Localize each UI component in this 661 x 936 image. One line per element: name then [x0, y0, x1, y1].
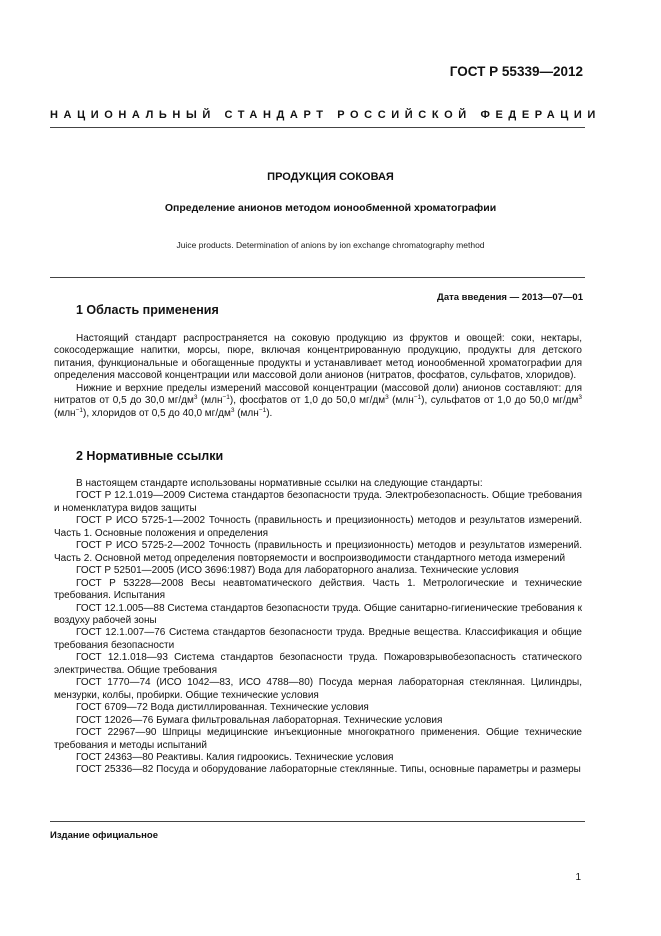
section-1-heading: 1 Область применения [76, 303, 219, 317]
limits-paragraph [54, 383, 582, 420]
header-divider [50, 127, 585, 128]
page-number: 1 [575, 872, 581, 883]
reference-item: ГОСТ 24363—80 Реактивы. Калия гидроокись. Технические условия [76, 751, 394, 763]
title-divider [50, 277, 585, 278]
limits-text: (млн [234, 407, 259, 419]
limits-text: ), фосфатов от 1,0 до 50,0 мг/дм [229, 395, 386, 407]
document-subtitle: Определение анионов методом ионообменной хроматографии [164, 202, 497, 214]
reference-item: ГОСТ 12.1.018—93 Система стандартов безопасности труда. Пожаровзрывобезопасность статического электричества. Общие требования [54, 652, 582, 676]
reference-item: ГОСТ Р 52501—2005 (ИСО 3696:1987) Вода для лабораторного анализа. Технические условия [76, 565, 519, 577]
limits-superscript: −1 [413, 394, 422, 402]
references-intro: В настоящем стандарте использованы нормативные ссылки на следующие стандарты: [76, 478, 483, 489]
national-standard-banner: НАЦИОНАЛЬНЫЙ СТАНДАРТ РОССИЙСКОЙ ФЕДЕРАЦИИ [50, 109, 601, 121]
reference-item: ГОСТ Р ИСО 5725-2—2002 Точность (правильность и прецизионность) методов и результатов измерений. Часть 2. Основной метод определения повторяемости и воспроизводимости стандартного метода измерений [54, 540, 582, 564]
limits-superscript: −1 [258, 406, 267, 414]
section-1-body [54, 333, 582, 420]
limits-text: (млн [54, 407, 76, 419]
limits-superscript: −1 [75, 406, 83, 414]
english-title: Juice products. Determination of anions by ion exchange chromatography method [176, 240, 485, 250]
reference-item: ГОСТ Р 12.1.019—2009 Система стандартов безопасности труда. Электробезопасность. Общие требования и номенклатура видов защиты [54, 490, 582, 514]
reference-item: ГОСТ 6709—72 Вода дистиллированная. Технические условия [76, 702, 369, 714]
limits-superscript: 3 [385, 394, 389, 402]
scope-paragraph: Настоящий стандарт распространяется на соковую продукцию из фруктов и овощей: соки, нектары, сокосодержащие напитки, морсы, пюре, включая концентрированную продукцию, продукты для детского питания, функциональные и обогащенные продукты и устанавливает метод ионообменной хроматографии для определения массовой концентрации или массовой доли анионов (нитратов, фосфатов, сульфатов, хлоридов). [54, 333, 582, 382]
reference-item: ГОСТ Р 53228—2008 Весы неавтоматического действия. Часть 1. Метрологические и технические требования. Испытания [54, 577, 582, 602]
section-2-heading: 2 Нормативные ссылки [76, 449, 224, 463]
reference-item: ГОСТ 25336—82 Посуда и оборудование лабораторные стеклянные. Типы, основные параметры и размеры [76, 764, 581, 776]
footer-divider [50, 821, 585, 822]
reference-item: ГОСТ Р ИСО 5725-1—2002 Точность (правильность и прецизионность) методов и результатов измерений. Часть 1. Основные положения и определения [54, 515, 582, 539]
limits-text: ). [266, 407, 273, 419]
reference-item: ГОСТ 12.1.007—76 Система стандартов безопасности труда. Вредные вещества. Классификация и общие требования безопасности [54, 627, 582, 651]
reference-item: ГОСТ 22967—90 Шприцы медицинские инъекционные многократного применения. Общие технические требования и методы испытаний [54, 727, 582, 751]
reference-item: ГОСТ 12026—76 Бумага фильтровальная лабораторная. Технические условия [76, 714, 443, 726]
limits-text: (млн [388, 395, 414, 407]
document-title: ПРОДУКЦИЯ СОКОВАЯ [267, 171, 394, 183]
limits-text: ), сульфатов от 1,0 до 50,0 мг/дм [421, 395, 579, 407]
limits-superscript: 3 [193, 394, 198, 402]
limits-superscript: 3 [578, 394, 583, 402]
limits-text: (млн [197, 395, 223, 407]
official-edition-label: Издание официальное [50, 830, 158, 841]
reference-item: ГОСТ 12.1.005—88 Система стандартов безопасности труда. Общие санитарно-гигиенические требования к воздуху рабочей зоны [54, 602, 582, 626]
effective-date: Дата введения — 2013—07—01 [437, 292, 583, 303]
limits-text: ), хлоридов от 0,5 до 40,0 мг/дм [82, 407, 231, 419]
document-code: ГОСТ Р 55339—2012 [449, 64, 583, 79]
limits-superscript: −1 [222, 394, 230, 402]
limits-text: Нижние и верхние пределы измерений массовой концентрации (массовой доли) анионов составляют: для нитратов от 0,5 до 30,0 мг/дм [54, 382, 582, 407]
limits-superscript: 3 [230, 406, 235, 414]
reference-item: ГОСТ 1770—74 (ИСО 1042—83, ИСО 4788—80) Посуда мерная лабораторная стеклянная. Цилиндры, мензурки, колбы, пробирки. Общие технические условия [54, 677, 582, 701]
section-2-body [54, 478, 582, 777]
